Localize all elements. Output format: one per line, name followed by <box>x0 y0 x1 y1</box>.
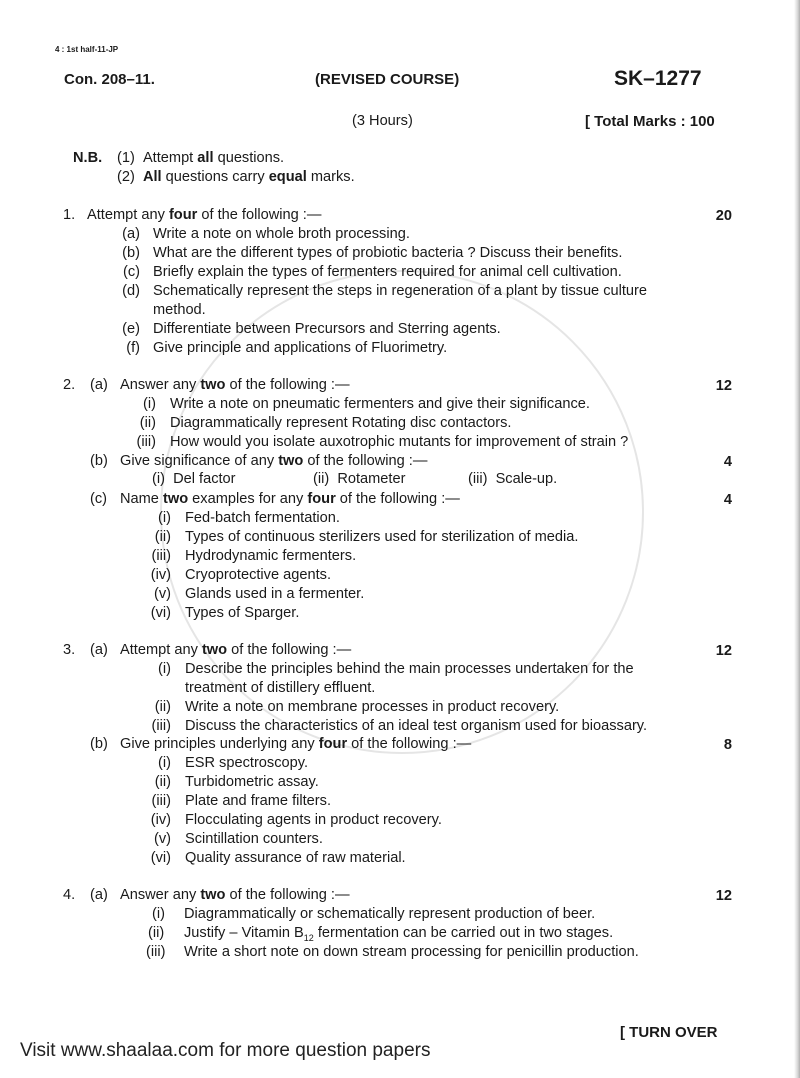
q2a-label: (a) <box>90 377 108 393</box>
q3a-label: (a) <box>90 642 108 658</box>
q4a-item: (ii) <box>148 925 165 941</box>
nb-item: (2) All questions carry equal marks. <box>117 169 355 185</box>
q4a-item-text: Diagrammatically or schematically represent production of beer. <box>184 906 596 922</box>
q3b-item-text: Turbidometric assay. <box>185 774 319 790</box>
total-marks: [ Total Marks : 100 <box>585 113 715 130</box>
paper-code: SK–1277 <box>614 67 702 90</box>
q1-item-text: Briefly explain the types of fermenters required for animal cell cultivation. <box>153 264 622 280</box>
q2-num: 2. <box>63 377 76 393</box>
q3a-item-text: treatment of distillery effluent. <box>185 680 376 696</box>
q1-item-number: (a) <box>122 226 140 242</box>
q3-num: 3. <box>63 642 76 658</box>
q3b-item-number: (iv) <box>150 812 171 828</box>
q1-item-number: (c) <box>122 264 140 280</box>
q2a-marks: 12 <box>715 378 732 394</box>
q3b-item-text: Flocculating agents in product recovery. <box>185 812 442 828</box>
q1-item-text: Schematically represent the steps in regeneration of a plant by tissue culture <box>153 283 648 299</box>
q3b-label: (b) <box>90 736 108 752</box>
q2a-item-number: (ii) <box>139 415 156 431</box>
q2b-option: (i) Del factor <box>152 471 236 487</box>
q4a-label: (a) <box>90 887 108 903</box>
scan-edge <box>794 0 800 1078</box>
q2c-marks: 4 <box>723 492 732 508</box>
q3a-item-text: Describe the principles behind the main processes undertaken for the <box>185 661 634 677</box>
q3b-item-number: (iii) <box>151 793 171 809</box>
q2c-instruction: Name two examples for any four of the following :— <box>120 491 460 507</box>
q2c-item-number: (v) <box>153 586 171 602</box>
con-number: Con. 208–11. <box>64 71 155 88</box>
q3b-item-number: (vi) <box>150 850 171 866</box>
course-label: (REVISED COURSE) <box>315 71 460 88</box>
q2b-option: (ii) Rotameter <box>313 471 406 487</box>
q3b-item-text: Plate and frame filters. <box>185 793 332 809</box>
q4a-item: (i) <box>152 906 165 922</box>
q1-item-number: (e) <box>122 321 140 337</box>
q2c-item-text: Fed-batch fermentation. <box>185 510 340 526</box>
q1-item-number: (d) <box>122 283 140 299</box>
q3b-item-number: (i) <box>158 755 171 771</box>
q2c-label: (c) <box>90 491 108 507</box>
nb-label: N.B. <box>73 150 103 166</box>
q3b-item-text: ESR spectroscopy. <box>185 755 309 771</box>
nb-item: (1) Attempt all questions. <box>117 150 285 166</box>
q3b-marks: 8 <box>723 737 732 753</box>
q2a-instruction: Answer any two of the following :— <box>120 377 350 393</box>
q2c-item-text: Types of continuous sterilizers used for sterilization of media. <box>185 529 579 545</box>
q2a-item-text: Diagrammatically represent Rotating disc contactors. <box>170 415 512 431</box>
q2b-instruction: Give significance of any two of the following :— <box>120 453 428 469</box>
q1-item-number: (f) <box>126 340 140 356</box>
q2b-marks: 4 <box>723 454 732 470</box>
q2c-item-number: (ii) <box>154 529 171 545</box>
q1-instruction: Attempt any four of the following :— <box>87 207 322 223</box>
q3a-item-text: Discuss the characteristics of an ideal test organism used for bioassary. <box>185 718 648 734</box>
q4a-item-text: Justify – Vitamin $B_{12}$ fermentation can be carried out in two stages. <box>184 925 614 943</box>
q2c-item-number: (iii) <box>151 548 171 564</box>
q2a-item-text: Write a note on pneumatic fermenters and give their significance. <box>170 396 590 412</box>
q1-item-text: What are the different types of probiotic bacteria ? Discuss their benefits. <box>153 245 623 261</box>
q3a-instruction: Attempt any two of the following :— <box>120 642 352 658</box>
q4-num: 4. <box>63 887 76 903</box>
q1-item-text: Give principle and applications of Fluorimetry. <box>153 340 448 356</box>
q2c-item-number: (vi) <box>150 605 171 621</box>
batch-code: 4 : 1st half-11-JP <box>55 45 119 54</box>
q4a-marks: 12 <box>715 888 732 904</box>
q2c-item-text: Types of Sparger. <box>185 605 300 621</box>
q2a-item-number: (i) <box>143 396 156 412</box>
q2c-item-number: (i) <box>158 510 171 526</box>
q2b-option: (iii) Scale-up. <box>468 471 558 487</box>
q4a-instruction: Answer any two of the following :— <box>120 887 350 903</box>
q3a-item-text: Write a note on membrane processes in product recovery. <box>185 699 560 715</box>
q4a-item-text: Write a short note on down stream processing for penicillin production. <box>184 944 639 960</box>
q2b-label: (b) <box>90 453 108 469</box>
q3a-item-number: (ii) <box>154 699 171 715</box>
q2c-item-text: Cryoprotective agents. <box>185 567 332 583</box>
q2a-item-number: (iii) <box>136 434 156 450</box>
q3a-item-number: (i) <box>158 661 171 677</box>
q1-item-number: (b) <box>122 245 140 261</box>
q1-item-text: Write a note on whole broth processing. <box>153 226 410 242</box>
turn-over: [ TURN OVER <box>620 1024 718 1041</box>
q2a-item-text: How would you isolate auxotrophic mutants for improvement of strain ? <box>170 434 629 450</box>
q3b-item-number: (v) <box>153 831 171 847</box>
q3b-item-text: Scintillation counters. <box>185 831 323 847</box>
q1-num: 1. <box>63 207 76 223</box>
q2c-item-text: Hydrodynamic fermenters. <box>185 548 357 564</box>
q1-marks: 20 <box>715 208 732 224</box>
q1-item-text: Differentiate between Precursors and Sterring agents. <box>153 321 501 337</box>
q3b-item-text: Quality assurance of raw material. <box>185 850 406 866</box>
q2c-item-text: Glands used in a fermenter. <box>185 586 365 602</box>
q2c-item-number: (iv) <box>150 567 171 583</box>
q3b-instruction: Give principles underlying any four of the following :— <box>120 736 472 752</box>
q3a-item-number: (iii) <box>151 718 171 734</box>
q3b-item-number: (ii) <box>154 774 171 790</box>
q4a-item: (iii) <box>146 944 166 960</box>
q1-item-text: method. <box>153 302 206 318</box>
footer-link-text: Visit www.shaalaa.com for more question papers <box>20 1040 431 1061</box>
q3a-marks: 12 <box>715 643 732 659</box>
duration: (3 Hours) <box>352 113 413 129</box>
